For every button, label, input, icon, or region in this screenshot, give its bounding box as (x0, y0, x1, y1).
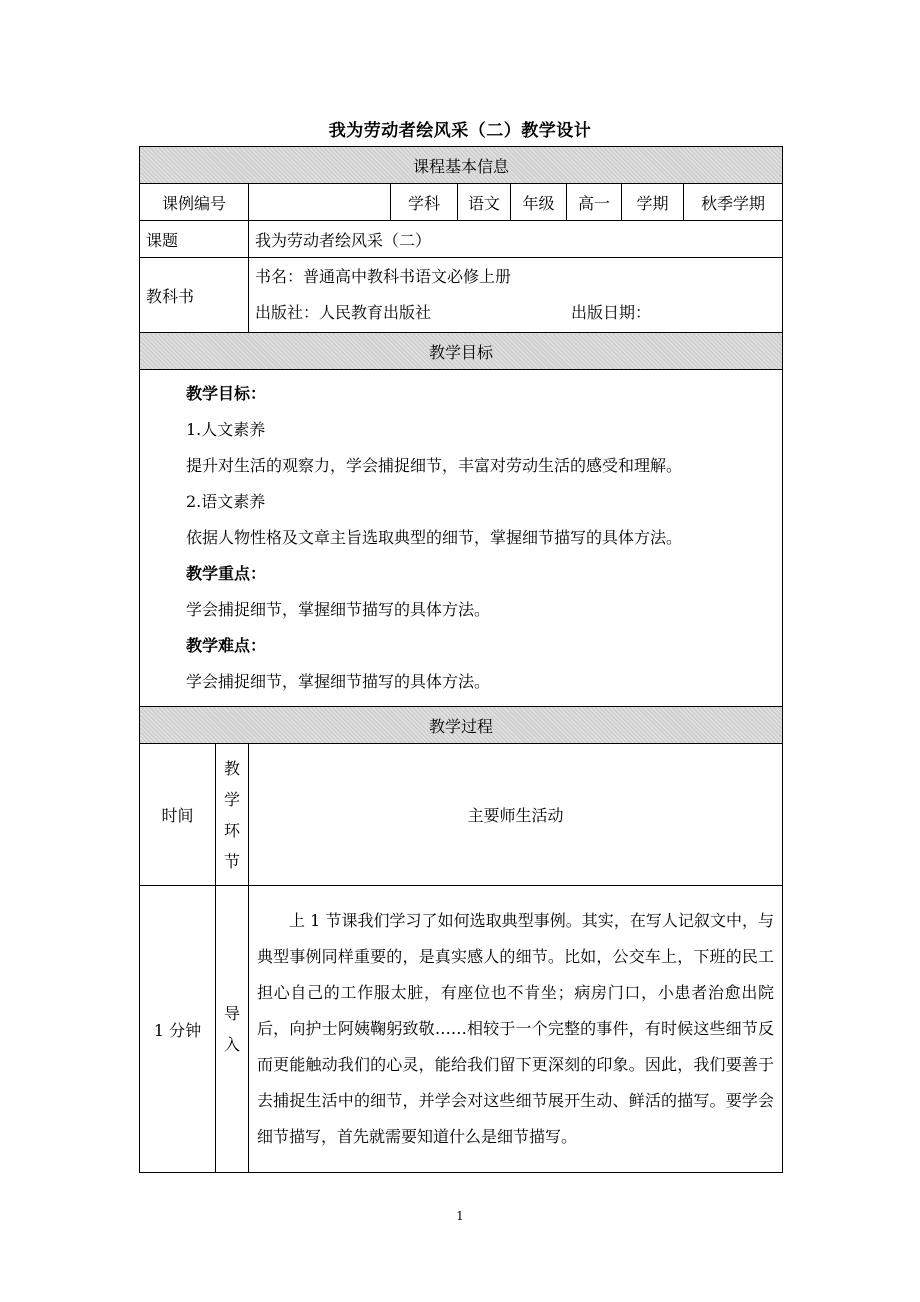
case-no-value (249, 184, 391, 221)
textbook-value (249, 258, 783, 333)
grade-label: 年级 (511, 184, 567, 221)
stage-char: 环 (223, 820, 240, 840)
basic-info-header: 课程基本信息 (140, 147, 783, 184)
subject-label: 学科 (391, 184, 458, 221)
goals-header: 教学目标 (140, 333, 783, 370)
publisher: 出版社：人民教育出版社 (255, 303, 432, 322)
term-value: 秋季学期 (684, 184, 783, 221)
topic-label: 课题 (140, 221, 249, 258)
subject-value: 语文 (458, 184, 511, 221)
key-points-text: 学会捕捉细节，掌握细节描写的具体方法。 (186, 600, 491, 619)
difficulty-title: 教学难点： (186, 636, 267, 655)
document-title: 我为劳动者绘风采（二）教学设计 (328, 121, 592, 141)
term-label: 学期 (622, 184, 684, 221)
time-column-header: 时间 (140, 744, 216, 886)
page-number: 1 (456, 1209, 464, 1223)
stage-char: 学 (223, 789, 240, 809)
stage-char: 导 (223, 1004, 240, 1023)
topic-value: 我为劳动者绘风采（二） (249, 221, 783, 258)
process-header: 教学过程 (140, 707, 783, 744)
stage-char: 入 (223, 1035, 240, 1054)
goals-title: 教学目标： (186, 384, 267, 403)
grade-value: 高一 (567, 184, 622, 221)
difficulty-text: 学会捕捉细节，掌握细节描写的具体方法。 (186, 672, 491, 691)
book-name: 书名：普通高中教科书语文必修上册 (255, 267, 512, 286)
stage-char: 教 (223, 758, 240, 778)
goal-item-2: 2.语文素养 (186, 492, 266, 511)
goal-item-2-text: 依据人物性格及文章主旨选取典型的细节，掌握细节描写的具体方法。 (186, 528, 683, 547)
stage-column-header (216, 744, 249, 886)
stage-char: 节 (223, 851, 240, 871)
lesson-plan-table (139, 146, 782, 1173)
goal-item-1: 1.人文素养 (186, 420, 266, 439)
row1-time: 1 分钟 (140, 886, 216, 1173)
key-points-title: 教学重点： (186, 564, 267, 583)
publisher-line (255, 295, 776, 331)
goals-body (140, 370, 783, 707)
goal-item-1-text: 提升对生活的观察力，学会捕捉细节，丰富对劳动生活的感受和理解。 (186, 456, 683, 475)
publish-date: 出版日期： (571, 303, 652, 322)
row1-activity: 上 1 节课我们学习了如何选取典型事例。其实，在写人记叙文中，与典型事例同样重要的，是真实感人的细节。比如，公交车上，下班的民工担心自己的工作服太脏，有座位也不肯坐；病房门口，小患者治愈出院后，向护士阿姨鞠躬致敬……相较于一个完整的事件，有时候这些细节反而更能触动我们的心灵，能给我们留下更深刻的印象。因此，我们要善于去捕捉生活中的细节，并学会对这些细节展开生动、鲜活的描写。要学会细节描写，首先就需要知道什么是细节描写。 (249, 886, 783, 1173)
activity-column-header: 主要师生活动 (249, 744, 783, 886)
textbook-label: 教科书 (140, 258, 249, 333)
row1-stage (216, 886, 249, 1173)
case-no-label: 课例编号 (140, 184, 249, 221)
